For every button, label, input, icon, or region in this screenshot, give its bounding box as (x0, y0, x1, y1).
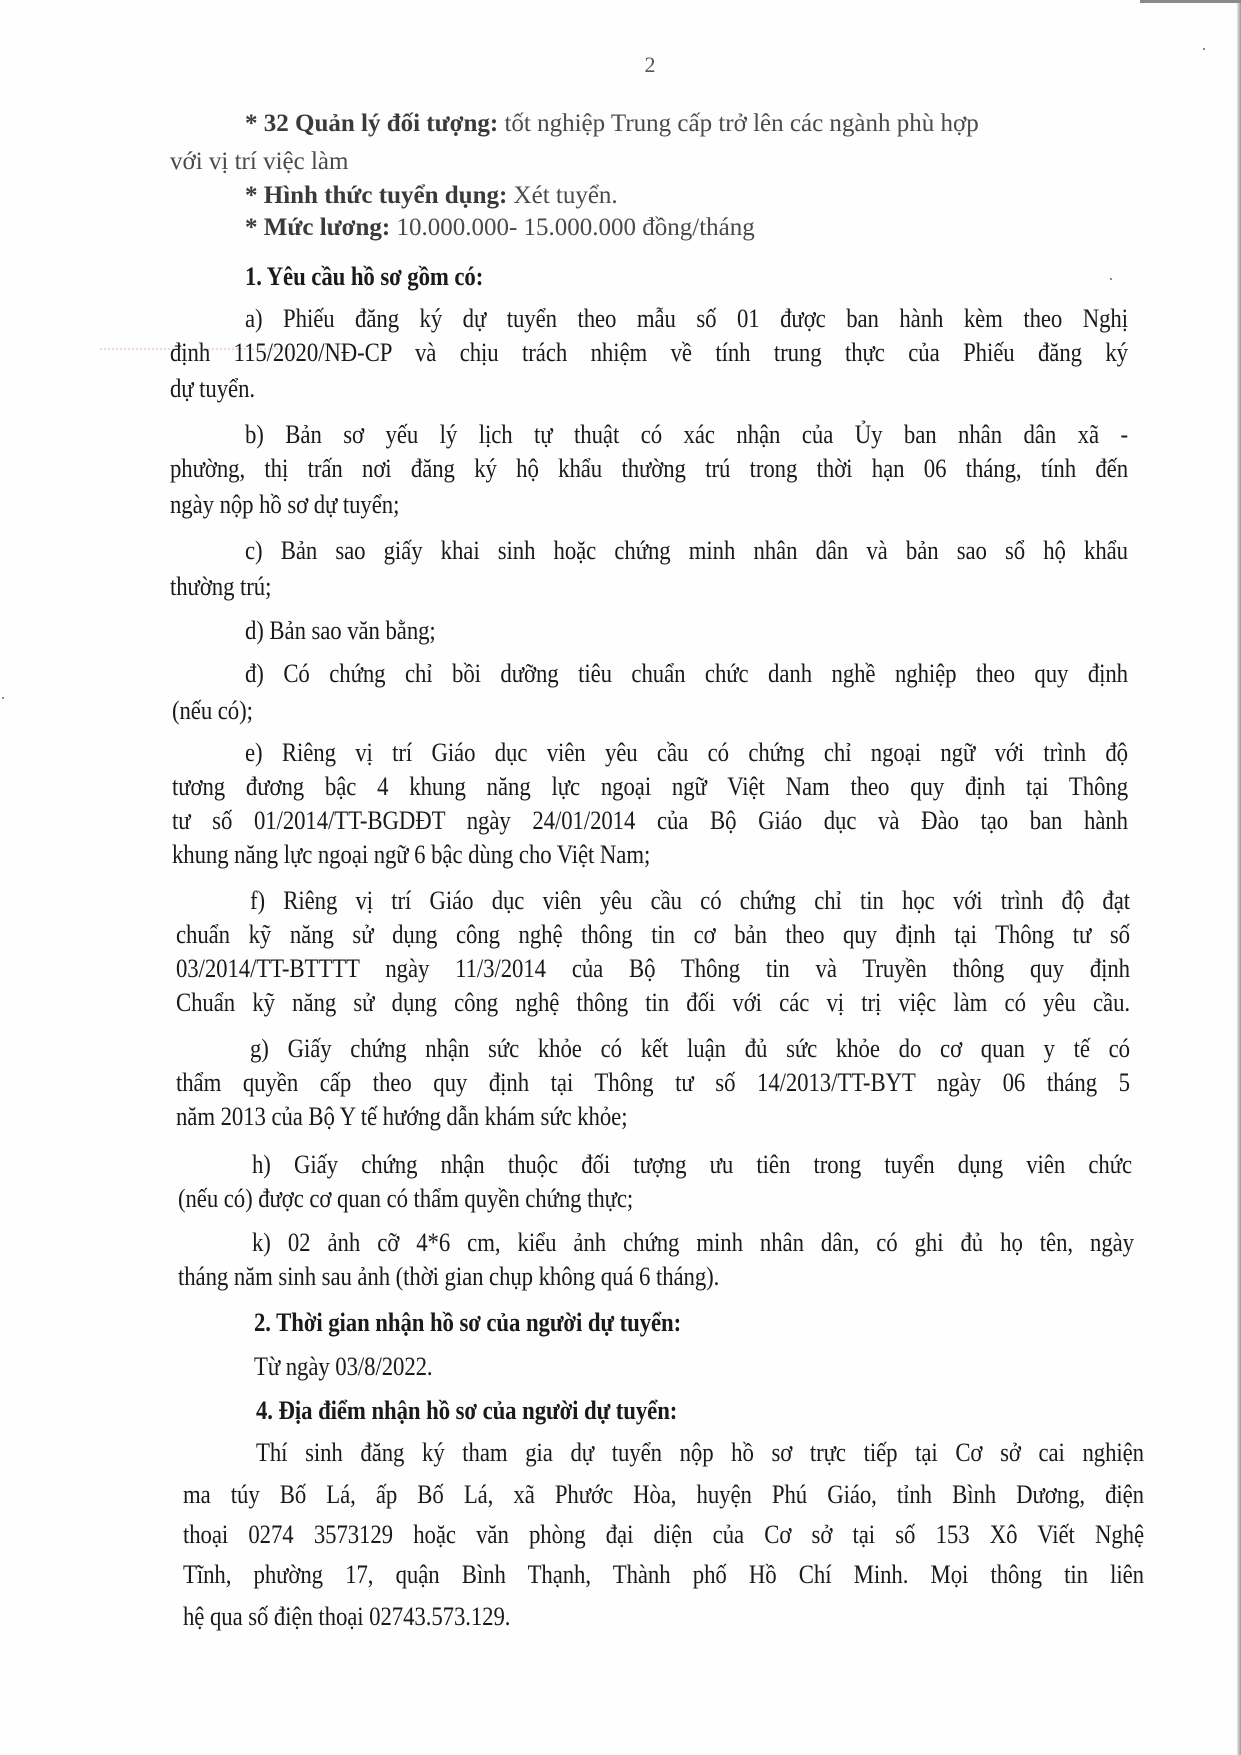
recruitment-form-line (245, 180, 618, 212)
requirement-item-d-line-1: d) Bản sao văn bằng; (245, 615, 436, 645)
position-label: 32 Quản lý đối tượng: (263, 110, 499, 137)
receiving-location-line-1: Thí sinh đăng ký tham gia dự tuyển nộp hồ sơ trực tiếp tại Cơ sở cai nghiện (256, 1437, 1144, 1467)
bullet-asterisk: * (245, 110, 264, 137)
receiving-location-line-5: hệ qua số điện thoại 02743.573.129. (183, 1601, 511, 1631)
requirement-item-f-line-2: chuẩn kỹ năng sử dụng công nghệ thông tin cơ bản theo quy định tại Thông tư số (176, 919, 1130, 949)
receiving-location-line-3: thoại 0274 3573129 hoặc văn phòng đại diện của Cơ sở tại số 153 Xô Viết Nghệ (183, 1519, 1144, 1549)
requirement-item-h-line-2: (nếu có) được cơ quan có thẩm quyền chứng thực; (178, 1183, 634, 1213)
recruitment-form-label: Hình thức tuyển dụng: (263, 182, 508, 209)
requirement-item-b-line-1: b) Bản sơ yếu lý lịch tự thuật có xác nhận của Ủy ban nhân dân xã - (245, 419, 1128, 449)
requirement-item-a-line-3: dự tuyển. (170, 373, 256, 403)
scan-speck (1203, 48, 1205, 50)
heading-text: 2. Thời gian nhận hồ sơ của người dự tuyển: (254, 1307, 682, 1337)
requirement-item-dd-line-1: đ) Có chứng chỉ bồi dưỡng tiêu chuẩn chức danh nghề nghiệp theo quy định (245, 658, 1128, 688)
requirement-item-c-line-1: c) Bản sao giấy khai sinh hoặc chứng minh nhân dân và bản sao sổ hộ khẩu (245, 535, 1128, 565)
requirement-item-f-line-3: 03/2014/TT-BTTTT ngày 11/3/2014 của Bộ Thông tin và Truyền thông quy định (176, 953, 1130, 983)
requirement-item-a-line-2: định 115/2020/NĐ-CP và chịu trách nhiệm về tính trung thực của Phiếu đăng ký (170, 337, 1128, 367)
section-heading-receiving-time (254, 1306, 681, 1338)
position-line-continuation: với vị trí việc làm (170, 148, 349, 175)
position-line (245, 108, 1115, 140)
requirement-item-g-line-3: năm 2013 của Bộ Y tế hướng dẫn khám sức khỏe; (176, 1101, 628, 1131)
salary-label: Mức lương: (263, 214, 391, 241)
requirement-item-a-line-1: a) Phiếu đăng ký dự tuyển theo mẫu số 01 được ban hành kèm theo Nghị (245, 303, 1128, 333)
page-top-edge (1140, 0, 1241, 3)
page-edge-shadow (1237, 0, 1241, 1755)
page-number: 2 (644, 52, 656, 77)
receiving-time-text: Từ ngày 03/8/2022. (254, 1351, 433, 1381)
salary-value: 10.000.000- 15.000.000 đồng/tháng (390, 214, 755, 241)
heading-text: 4. Địa điểm nhận hồ sơ của người dự tuyển: (256, 1395, 678, 1425)
requirement-item-e-line-3: tư số 01/2014/TT-BGDĐT ngày 24/01/2014 của Bộ Giáo dục và Đào tạo ban hành (172, 805, 1128, 835)
scan-speck (1110, 278, 1112, 280)
requirement-item-k-line-1: k) 02 ảnh cỡ 4*6 cm, kiểu ảnh chứng minh nhân dân, có ghi đủ họ tên, ngày (252, 1227, 1134, 1257)
receiving-location-line-4: Tĩnh, phường 17, quận Bình Thạnh, Thành phố Hồ Chí Minh. Mọi thông tin liên (183, 1559, 1144, 1589)
requirement-item-k-line-2: tháng năm sinh sau ảnh (thời gian chụp không quá 6 tháng). (178, 1261, 720, 1291)
salary-line (245, 212, 755, 244)
section-heading-receiving-location (256, 1394, 677, 1426)
requirement-item-h-line-1: h) Giấy chứng nhận thuộc đối tượng ưu tiên trong tuyển dụng viên chức (252, 1149, 1132, 1179)
scan-speck (2, 697, 4, 699)
recruitment-form-value: Xét tuyển. (507, 182, 618, 209)
requirement-item-b-line-3: ngày nộp hồ sơ dự tuyển; (170, 489, 400, 519)
position-requirement: tốt nghiệp Trung cấp trở lên các ngành phù hợp (498, 110, 979, 137)
requirement-item-dd-line-2: (nếu có); (172, 695, 253, 725)
requirement-item-f-line-4: Chuẩn kỹ năng sử dụng công nghệ thông tin đối với các vị trị việc làm có yêu cầu. (176, 987, 1130, 1017)
bullet-asterisk: * (245, 214, 264, 241)
requirement-item-g-line-1: g) Giấy chứng nhận sức khỏe có kết luận đủ sức khỏe do cơ quan y tế có (250, 1033, 1130, 1063)
requirement-item-b-line-2: phường, thị trấn nơi đăng ký hộ khẩu thường trú trong thời hạn 06 tháng, tính đến (170, 453, 1128, 483)
receiving-location-line-2: ma túy Bố Lá, ấp Bố Lá, xã Phước Hòa, huyện Phú Giáo, tỉnh Bình Dương, điện (183, 1479, 1144, 1509)
requirement-item-g-line-2: thẩm quyền cấp theo quy định tại Thông tư số 14/2013/TT-BYT ngày 06 tháng 5 (176, 1067, 1130, 1097)
bullet-asterisk: * (245, 182, 264, 209)
requirement-item-e-line-1: e) Riêng vị trí Giáo dục viên yêu cầu có chứng chỉ ngoại ngữ với trình độ (245, 737, 1128, 767)
requirement-item-e-line-4: khung năng lực ngoại ngữ 6 bậc dùng cho Việt Nam; (172, 839, 651, 869)
requirement-item-c-line-2: thường trú; (170, 571, 272, 601)
heading-text: 1. Yêu cầu hồ sơ gồm có: (245, 261, 484, 291)
section-heading-requirements (245, 260, 483, 292)
requirement-item-e-line-2: tương đương bậc 4 khung năng lực ngoại ngữ Việt Nam theo quy định tại Thông (172, 771, 1128, 801)
requirement-item-f-line-1: f) Riêng vị trí Giáo dục viên yêu cầu có chứng chỉ tin học với trình độ đạt (250, 885, 1130, 915)
